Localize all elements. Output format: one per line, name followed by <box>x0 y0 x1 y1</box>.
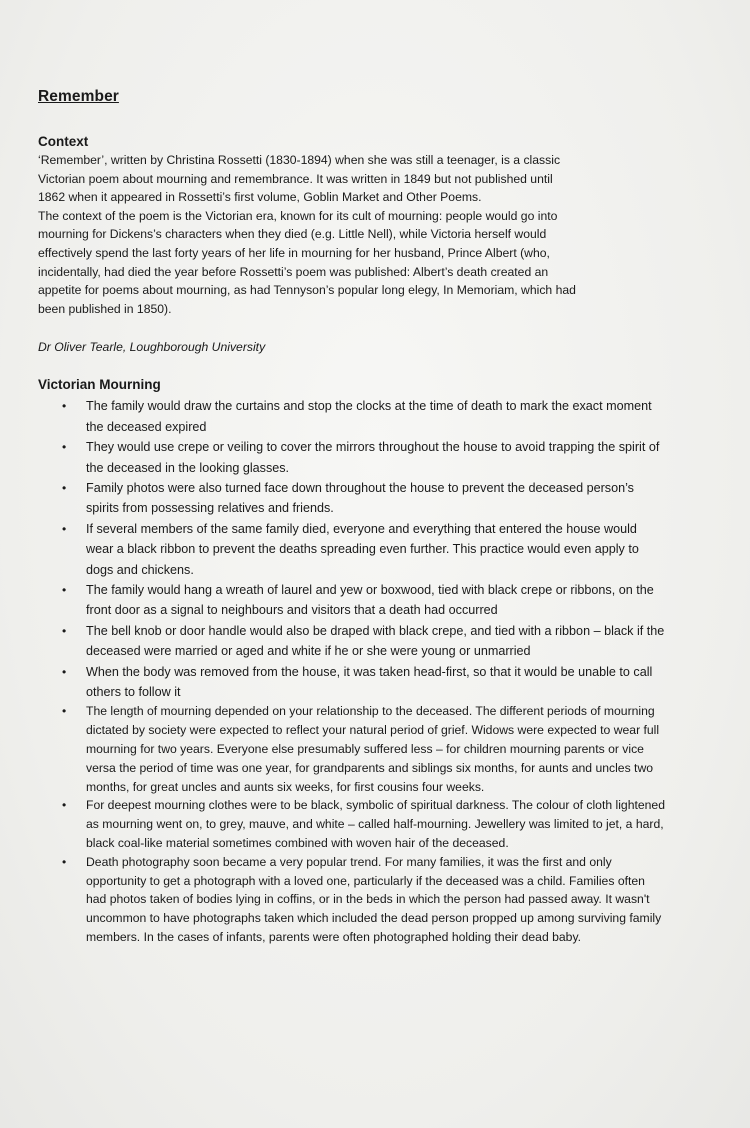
list-item <box>38 519 666 580</box>
list-item <box>38 702 666 796</box>
bullet-icon: • <box>62 521 67 536</box>
mourning-list <box>38 396 710 946</box>
list-item-text: The family would draw the curtains and stop the clocks at the time of death to mark the exact moment the deceased expired <box>86 399 652 434</box>
context-line: effectively spend the last forty years of her life in mourning for her husband, Prince Albert (who, <box>38 245 550 260</box>
list-item <box>38 580 666 621</box>
bullet-icon: • <box>62 399 67 414</box>
context-line: 1862 when it appeared in Rossetti’s first volume, Goblin Market and Other Poems. <box>38 190 482 205</box>
attribution: Dr Oliver Tearle, Loughborough University <box>38 340 266 355</box>
list-item-text: For deepest mourning clothes were to be black, symbolic of spiritual darkness. The colour of cloth lightened as mourning went on, to grey, mauve, and white – called half-mourning. Jewellery was limited to jet, a hard, black coal-like material sometimes combined with woven hair of the deceased. <box>86 798 665 851</box>
list-item-text: If several members of the same family died, everyone and everything that entered the house would wear a black ribbon to prevent the deaths spreading even further. This practice would even apply to dogs and chickens. <box>86 521 639 577</box>
bullet-icon: • <box>62 664 67 679</box>
context-line: been published in 1850). <box>38 301 172 316</box>
list-item <box>38 853 666 947</box>
list-item-text: Death photography soon became a very popular trend. For many families, it was the first and only opportunity to get a photograph with a loved one, particularly if the deceased was a child. Families often had photos taken of bodies lying in coffins, or in the beds in which the person had passed away. It wasn't uncommon to have photographs taken which included the dead person propped up among surviving family members. In the cases of infants, parents were often photographed holding their dead baby. <box>86 854 662 944</box>
list-item-text: When the body was removed from the house, it was taken head-first, so that it would be unable to call others to follow it <box>86 664 653 700</box>
list-item-text: Family photos were also turned face down throughout the house to prevent the deceased person’s spirits from possessing relatives and friends. <box>86 480 634 516</box>
list-item <box>38 621 666 662</box>
mourning-heading: Victorian Mourning <box>38 377 161 393</box>
bullet-icon: • <box>62 440 67 455</box>
bullet-icon: • <box>62 704 67 719</box>
list-item-text: The length of mourning depended on your relationship to the deceased. The different periods of mourning dictated by society were expected to reflect your natural period of grief. Widows were expected to wear full mourning for two years. Everyone else presumably suffered less – for children mourning parents or vice versa the period of time was one year, for grandparents and siblings six months, for aunts and uncles two months, for great uncles and aunts six weeks, for first cousins four weeks. <box>86 704 660 794</box>
context-paragraph <box>38 151 710 318</box>
list-item-text: The bell knob or door handle would also be draped with black crepe, and tied with a ribbon – black if the deceased were married or aged and white if he or she were young or unmarried <box>86 623 665 659</box>
bullet-icon: • <box>62 583 67 597</box>
list-item-text: The family would hang a wreath of laurel and yew or boxwood, tied with black crepe or ribbons, on the front door as a signal to neighbours and visitors that a death had occurred <box>86 583 654 618</box>
list-item <box>38 478 666 519</box>
bullet-icon: • <box>62 798 67 813</box>
list-item-text: They would use crepe or veiling to cover the mirrors throughout the house to avoid trapping the spirit of the deceased in the looking glasses. <box>86 440 660 475</box>
context-line: appetite for poems about mourning, as had Tennyson’s popular long elegy, In Memoriam, which had <box>38 283 576 298</box>
list-item <box>38 796 666 852</box>
context-line: Victorian poem about mourning and remembrance. It was written in 1849 but not published until <box>38 171 553 186</box>
bullet-icon: • <box>62 854 67 869</box>
list-item <box>38 396 666 437</box>
context-line: incidentally, had died the year before Rossetti’s poem was published: Albert’s death created an <box>38 264 549 279</box>
page-title: Remember <box>38 88 119 105</box>
context-heading: Context <box>38 134 89 149</box>
list-item <box>38 437 666 478</box>
context-line: ‘Remember’, written by Christina Rossetti (1830-1894) when she was still a teenager, is a classic <box>38 153 561 167</box>
context-line: mourning for Dickens’s characters when they died (e.g. Little Nell), while Victoria herself would <box>38 227 547 242</box>
list-item <box>38 662 666 703</box>
bullet-icon: • <box>62 480 67 495</box>
bullet-icon: • <box>62 623 67 638</box>
context-line: The context of the poem is the Victorian era, known for its cult of mourning: people would go into <box>38 208 558 223</box>
